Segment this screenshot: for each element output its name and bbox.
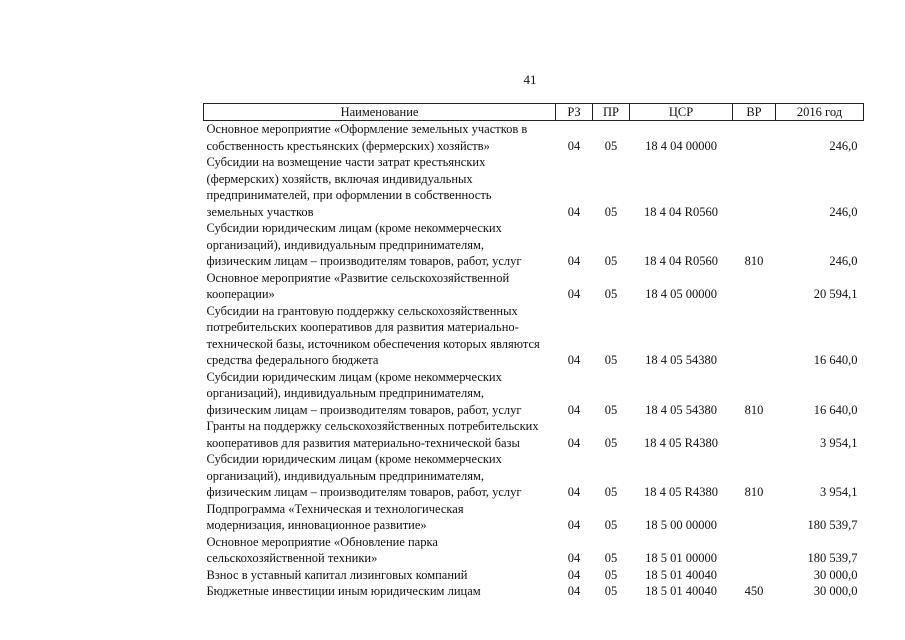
row-vr bbox=[733, 418, 776, 451]
row-name-line: средства федерального бюджета bbox=[206, 353, 379, 367]
row-vr: 810 bbox=[744, 402, 764, 417]
row-name-line: кооперации» bbox=[206, 287, 275, 301]
row-name-line: Субсидии юридическим лицам (кроме некоммерческих bbox=[206, 452, 502, 466]
row-vr bbox=[733, 270, 776, 303]
row-vr bbox=[733, 501, 776, 534]
row-name bbox=[204, 534, 556, 567]
row-rz: 04 bbox=[567, 204, 581, 219]
row-name bbox=[204, 451, 556, 501]
row-amount: 3 954,1 bbox=[820, 435, 858, 450]
table-row bbox=[204, 534, 864, 567]
row-rz: 04 bbox=[567, 138, 581, 153]
row-vr: 810 bbox=[744, 485, 764, 499]
row-amount: 30 000,0 bbox=[813, 584, 858, 598]
row-name-line: Субсидии на возмещение части затрат крестьянских bbox=[206, 155, 486, 169]
row-name-line: Субсидии юридическим лицам (кроме некоммерческих bbox=[206, 369, 502, 384]
row-name bbox=[204, 154, 556, 220]
row-rz: 04 bbox=[567, 287, 581, 301]
row-name-line: организаций), индивидуальным предпринимателям, bbox=[206, 468, 484, 483]
row-vr bbox=[733, 121, 776, 155]
table-row bbox=[204, 154, 864, 220]
row-csr: 18 4 04 R0560 bbox=[644, 204, 718, 219]
row-name-line: Субсидии на грантовую поддержку сельскохозяйственных bbox=[206, 303, 518, 318]
row-pr: 05 bbox=[604, 518, 618, 532]
row-rz: 04 bbox=[567, 584, 581, 598]
row-csr: 18 4 05 00000 bbox=[645, 287, 717, 301]
row-name-line: предпринимателей, при оформлении в собственность bbox=[206, 188, 492, 202]
row-vr: 810 bbox=[744, 254, 764, 268]
table-row bbox=[204, 418, 864, 451]
row-csr: 18 4 05 R4380 bbox=[644, 435, 718, 450]
row-amount: 30 000,0 bbox=[813, 567, 858, 582]
row-rz: 04 bbox=[567, 402, 581, 417]
row-vr bbox=[733, 534, 776, 567]
row-vr bbox=[733, 154, 776, 220]
row-name-line: Основное мероприятие «Оформление земельных участков в bbox=[206, 122, 528, 136]
row-name-line: Бюджетные инвестиции иным юридическим лицам bbox=[206, 584, 481, 598]
row-name-line: Основное мероприятие «Обновление парка bbox=[206, 534, 438, 549]
row-pr: 05 bbox=[604, 485, 618, 499]
row-pr: 05 bbox=[604, 287, 618, 301]
row-name-line: кооперативов для развития материально-технической базы bbox=[206, 435, 520, 450]
row-name-line: Подпрограмма «Техническая и технологическая bbox=[206, 501, 464, 516]
row-amount: 180 539,7 bbox=[807, 551, 858, 565]
header-pr: ПР bbox=[593, 104, 630, 121]
row-csr: 18 4 04 R0560 bbox=[644, 254, 718, 268]
row-amount: 20 594,1 bbox=[813, 287, 858, 301]
row-rz: 04 bbox=[567, 353, 581, 367]
table-row bbox=[204, 583, 864, 600]
table-row bbox=[204, 270, 864, 303]
table-row bbox=[204, 369, 864, 419]
row-amount: 246,0 bbox=[829, 254, 858, 268]
row-pr: 05 bbox=[604, 254, 618, 268]
row-csr: 18 5 01 40040 bbox=[645, 567, 717, 582]
row-name-line: сельскохозяйственной техники» bbox=[206, 551, 378, 565]
table-body bbox=[204, 121, 864, 600]
row-name-line: собственность крестьянских (фермерских) хозяйств» bbox=[206, 138, 490, 153]
row-pr: 05 bbox=[604, 353, 618, 367]
header-csr: ЦСР bbox=[630, 104, 733, 121]
row-name-line: потребительских кооперативов для развития материально- bbox=[206, 320, 519, 334]
table-row bbox=[204, 451, 864, 501]
row-name bbox=[204, 220, 556, 270]
row-amount: 16 640,0 bbox=[813, 353, 858, 367]
row-name-line: физическим лицам – производителям товаров, работ, услуг bbox=[206, 254, 522, 268]
row-pr: 05 bbox=[604, 584, 618, 598]
row-vr: 450 bbox=[744, 584, 764, 598]
row-csr: 18 5 00 00000 bbox=[645, 518, 717, 532]
row-name bbox=[204, 567, 556, 584]
row-csr: 18 5 01 00000 bbox=[645, 551, 717, 565]
row-name-line: земельных участков bbox=[206, 204, 314, 219]
row-pr: 05 bbox=[604, 551, 618, 565]
row-name-line: Гранты на поддержку сельскохозяйственных потребительских bbox=[206, 419, 539, 433]
row-amount: 180 539,7 bbox=[807, 518, 858, 532]
row-rz: 04 bbox=[567, 567, 581, 582]
row-name-line: Основное мероприятие «Развитие сельскохозяйственной bbox=[206, 270, 510, 285]
row-name bbox=[204, 303, 556, 369]
row-csr: 18 4 05 54380 bbox=[645, 353, 717, 367]
row-name-line: Взнос в уставный капитал лизинговых компаний bbox=[206, 567, 468, 582]
row-name bbox=[204, 501, 556, 534]
row-pr: 05 bbox=[604, 138, 618, 153]
row-rz: 04 bbox=[567, 254, 581, 268]
row-name-line: технической базы, источником обеспечения которых являются bbox=[206, 336, 540, 351]
row-pr: 05 bbox=[604, 435, 618, 450]
row-csr: 18 4 05 54380 bbox=[645, 402, 717, 417]
row-csr: 18 4 04 00000 bbox=[645, 138, 717, 153]
header-rz: РЗ bbox=[556, 104, 593, 121]
row-rz: 04 bbox=[567, 551, 581, 565]
header-name: Наименование bbox=[204, 104, 556, 121]
row-name-line: организаций), индивидуальным предпринимателям, bbox=[206, 386, 484, 400]
table-row bbox=[204, 501, 864, 534]
row-amount: 246,0 bbox=[829, 138, 858, 153]
row-name bbox=[204, 121, 556, 155]
header-amount: 2016 год bbox=[776, 104, 864, 121]
row-csr: 18 5 01 40040 bbox=[645, 584, 717, 598]
row-rz: 04 bbox=[567, 485, 581, 499]
row-name-line: (фермерских) хозяйств, включая индивидуальных bbox=[206, 171, 473, 186]
page-number: 41 bbox=[523, 72, 537, 87]
row-name-line: физическим лицам – производителям товаров, работ, услуг bbox=[206, 402, 522, 417]
budget-table bbox=[203, 103, 864, 600]
row-pr: 05 bbox=[604, 567, 618, 582]
table-row bbox=[204, 121, 864, 155]
row-name-line: Субсидии юридическим лицам (кроме некоммерческих bbox=[206, 221, 502, 235]
row-vr bbox=[733, 567, 776, 584]
row-csr: 18 4 05 R4380 bbox=[644, 485, 718, 499]
row-name bbox=[204, 270, 556, 303]
row-rz: 04 bbox=[567, 435, 581, 450]
table-row bbox=[204, 303, 864, 369]
row-pr: 05 bbox=[604, 204, 618, 219]
row-amount: 3 954,1 bbox=[820, 485, 858, 499]
row-name-line: организаций), индивидуальным предпринимателям, bbox=[206, 237, 484, 252]
row-name bbox=[204, 369, 556, 419]
row-amount: 246,0 bbox=[829, 204, 858, 219]
row-rz: 04 bbox=[567, 518, 581, 532]
row-name-line: физическим лицам – производителям товаров, работ, услуг bbox=[206, 485, 522, 499]
row-name-line: модернизация, инновационное развитие» bbox=[206, 518, 427, 532]
row-amount: 16 640,0 bbox=[813, 402, 858, 417]
table-header-row bbox=[204, 104, 864, 121]
row-name bbox=[204, 583, 556, 600]
row-name bbox=[204, 418, 556, 451]
row-pr: 05 bbox=[604, 402, 618, 417]
table-row bbox=[204, 220, 864, 270]
table-row bbox=[204, 567, 864, 584]
header-vr: ВР bbox=[733, 104, 776, 121]
row-vr bbox=[733, 303, 776, 369]
